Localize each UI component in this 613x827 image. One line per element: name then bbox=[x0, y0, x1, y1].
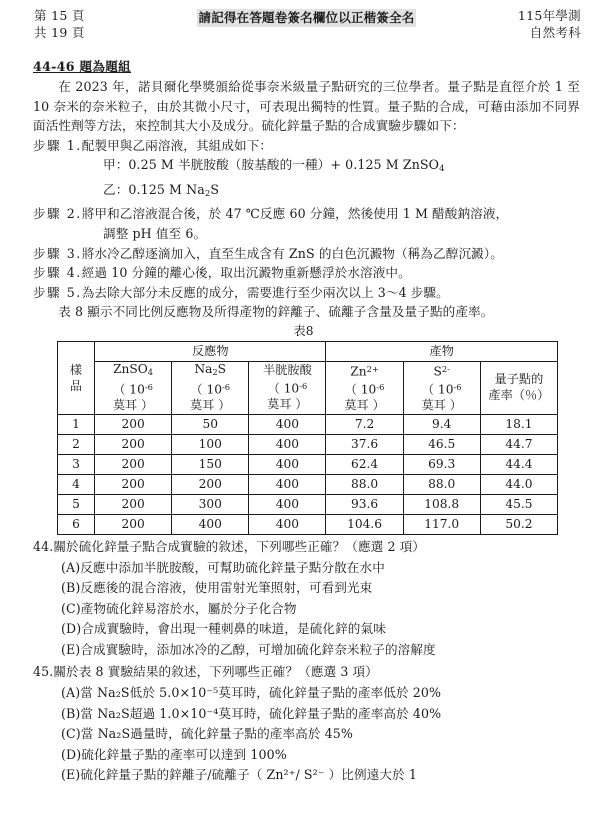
table-row bbox=[58, 494, 558, 514]
table-intro-text: 表 8 顯示不同比例反應物及所得產物的鋅離子、硫離子含量及量子點的產率。 bbox=[58, 304, 494, 320]
step-4-text: 經過 10 分鐘的離心後，取出沉澱物重新懸浮於水溶液中。 bbox=[81, 265, 411, 281]
cell-sample: 2 bbox=[58, 434, 95, 454]
cysteine-name: 半胱胺酸 bbox=[263, 363, 312, 378]
option-a-text: 反應中添加半胱胺酸，可幫助硫化鋅量子點分散在水中 bbox=[80, 559, 385, 575]
cell-cysteine: 400 bbox=[249, 514, 326, 534]
option-b-text: 當 Na₂S超過 1.0×10⁻⁴莫耳時，硫化鋅量子點的產率高於 40% bbox=[80, 705, 442, 721]
cell-zn: 7.2 bbox=[326, 414, 403, 434]
option-c-text: 當 Na₂S過量時，硫化鋅量子點的產率高於 45% bbox=[80, 726, 353, 742]
question-45-stem bbox=[33, 662, 580, 683]
cell-yield: 44.7 bbox=[480, 434, 557, 454]
question-44-option-e[interactable] bbox=[33, 640, 580, 661]
cell-sample: 1 bbox=[58, 414, 95, 434]
cell-na2s: 150 bbox=[172, 454, 249, 474]
step-3-label: 步驟 3. bbox=[33, 245, 82, 261]
passage-intro-paragraph: 在 2023 年，諾貝爾化學獎頒給從事奈米級量子點研究的三位學者。量子點是直徑介於 1 至 10 奈米的奈米粒子，由於其微小尺寸，可表現出獨特的性質。量子點的合成，可藉由添加不同界面活性劑等方法，來控制其大小及成分。硫化鋅量子點的合成實驗步驟如下： bbox=[33, 79, 580, 134]
yield-name: 量子點的 bbox=[494, 372, 544, 387]
cell-znso4: 200 bbox=[95, 514, 172, 534]
data-table-wrapper bbox=[57, 341, 558, 535]
cell-s: 88.0 bbox=[403, 474, 480, 494]
solution-a-label: 甲： bbox=[103, 157, 129, 173]
table-row bbox=[58, 414, 558, 434]
cell-s: 69.3 bbox=[403, 454, 480, 474]
question-44-option-a[interactable] bbox=[33, 558, 580, 579]
question-45-number: 45. bbox=[33, 664, 54, 680]
cell-cysteine: 400 bbox=[249, 434, 326, 454]
znso4-unit: （ $10^{-6}$莫耳 ） bbox=[112, 382, 154, 413]
option-b-key: (B) bbox=[61, 580, 81, 596]
cell-na2s: 100 bbox=[172, 434, 249, 454]
question-45-option-b[interactable] bbox=[33, 704, 580, 725]
question-45 bbox=[0, 662, 613, 786]
option-c-key: (C) bbox=[61, 726, 81, 742]
step-2-line bbox=[33, 204, 580, 224]
cell-s: 46.5 bbox=[403, 434, 480, 454]
option-e-key: (E) bbox=[61, 767, 81, 783]
table-caption: 表8 bbox=[293, 323, 314, 338]
exam-info-block bbox=[518, 7, 581, 41]
option-b-text: 反應後的混合溶液，使用雷射光筆照射，可看到光束 bbox=[80, 580, 373, 596]
cell-yield: 44.0 bbox=[480, 474, 557, 494]
question-45-option-e[interactable] bbox=[33, 765, 580, 786]
step-4-label: 步驟 4. bbox=[33, 265, 82, 281]
column-header-s-ion bbox=[403, 361, 480, 414]
step-1-line bbox=[33, 136, 580, 156]
solution-b-label: 乙： bbox=[103, 181, 129, 197]
zn-ion-name: $Zn^{2+}$ bbox=[350, 363, 379, 379]
option-e-key: (E) bbox=[61, 641, 81, 657]
step-2-text: 將甲和乙溶液混合後，於 47 ℃反應 60 分鐘，然後使用 1 M 醋酸鈉溶液， bbox=[81, 206, 509, 222]
question-group-title: 44-46 題為題組 bbox=[33, 59, 132, 74]
total-pages-label: 共 19 頁 bbox=[34, 25, 85, 40]
step-5-text: 為去除大部分未反應的成分，需要進行至少兩次以上 3～4 步驟。 bbox=[81, 284, 449, 300]
question-44-stem bbox=[33, 537, 580, 558]
group-title-wrap bbox=[0, 57, 613, 76]
question-44-option-c[interactable] bbox=[33, 599, 580, 620]
table-row bbox=[58, 514, 558, 534]
column-header-na2s bbox=[172, 361, 249, 414]
solution-b-subscript: 2 bbox=[204, 188, 211, 199]
exam-year-label: 115年學測 bbox=[517, 8, 581, 23]
option-d-key: (D) bbox=[61, 746, 82, 762]
sample-header-char-2: 品 bbox=[69, 378, 83, 393]
column-header-zn-ion bbox=[326, 361, 403, 414]
page-header bbox=[0, 0, 613, 50]
sample-header-char-1: 樣 bbox=[69, 362, 83, 377]
document-body bbox=[0, 57, 613, 786]
step-5-label: 步驟 5. bbox=[33, 284, 82, 300]
cell-znso4: 200 bbox=[95, 474, 172, 494]
option-b-key: (B) bbox=[61, 705, 81, 721]
step-1-text: 配製甲與乙兩溶液，其組成如下： bbox=[81, 137, 273, 153]
cell-yield: 50.2 bbox=[480, 514, 557, 534]
option-d-text: 合成實驗時，會出現一種刺鼻的味道，是硫化鋅的氣味 bbox=[81, 621, 386, 637]
column-header-cysteine bbox=[249, 361, 326, 414]
table-row bbox=[58, 434, 558, 454]
cell-znso4: 200 bbox=[95, 454, 172, 474]
solution-b-text-post: S bbox=[210, 181, 220, 197]
s-ion-unit: （ $10^{-6}$莫耳 ） bbox=[421, 382, 462, 413]
question-44-option-b[interactable] bbox=[33, 578, 580, 599]
question-44-text: 關於硫化鋅量子點合成實驗的敘述，下列哪些正確？（應選 2 項） bbox=[53, 538, 426, 554]
column-header-yield bbox=[480, 361, 557, 414]
cell-s: 108.8 bbox=[403, 494, 480, 514]
cell-sample: 5 bbox=[58, 494, 95, 514]
cell-znso4: 200 bbox=[95, 434, 172, 454]
cell-na2s: 50 bbox=[172, 414, 249, 434]
table-header-row-columns bbox=[58, 361, 558, 414]
column-header-znso4 bbox=[95, 361, 172, 414]
cell-s: 9.4 bbox=[403, 414, 480, 434]
question-45-option-d[interactable] bbox=[33, 745, 580, 766]
step-4-line bbox=[33, 263, 580, 283]
solution-a-subscript: 4 bbox=[439, 164, 445, 175]
cell-yield: 44.4 bbox=[480, 454, 557, 474]
question-44-number: 44. bbox=[33, 538, 54, 554]
step-1-label: 步驟 1. bbox=[33, 137, 82, 153]
option-a-key: (A) bbox=[61, 685, 81, 701]
option-d-key: (D) bbox=[61, 621, 82, 637]
exam-subject-label: 自然考科 bbox=[529, 25, 581, 40]
reactant-group-header: 反應物 bbox=[95, 341, 326, 361]
cell-s: 117.0 bbox=[403, 514, 480, 534]
product-group-header: 產物 bbox=[326, 341, 558, 361]
question-45-text: 關於表 8 實驗結果的敘述，下列哪些正確？（應選 3 項） bbox=[53, 664, 378, 680]
experiment-results-table bbox=[57, 341, 558, 535]
cell-cysteine: 400 bbox=[249, 454, 326, 474]
cell-sample: 3 bbox=[58, 454, 95, 474]
option-e-text: 合成實驗時，添加冰冷的乙醇，可增加硫化鋅奈米粒子的溶解度 bbox=[80, 641, 436, 657]
step-1-solution-b bbox=[33, 180, 580, 204]
step-2-line-cont: 調整 pH 值至 6。 bbox=[103, 225, 207, 241]
cell-na2s: 400 bbox=[172, 514, 249, 534]
step-1-solution-a bbox=[33, 155, 580, 179]
table-row bbox=[58, 454, 558, 474]
solution-b-text-pre: 0.125 M Na bbox=[128, 181, 205, 197]
zn-ion-unit: （ $10^{-6}$莫耳 ） bbox=[344, 382, 385, 413]
option-e-text: 硫化鋅量子點的鋅離子/硫離子（ Zn²⁺/ S²⁻ ）比例遠大於 1 bbox=[80, 767, 417, 783]
na2s-name: $Na_2S$ bbox=[194, 361, 227, 377]
table-header-row-groups bbox=[58, 341, 558, 361]
question-44 bbox=[0, 537, 613, 661]
option-c-key: (C) bbox=[61, 600, 81, 616]
sample-column-header bbox=[58, 341, 95, 414]
cell-cysteine: 400 bbox=[249, 494, 326, 514]
cell-znso4: 200 bbox=[95, 494, 172, 514]
cell-cysteine: 400 bbox=[249, 414, 326, 434]
table-row bbox=[58, 474, 558, 494]
option-c-text: 產物硫化鋅易溶於水，屬於分子化合物 bbox=[80, 600, 297, 616]
question-45-option-a[interactable] bbox=[33, 683, 580, 704]
step-5-line bbox=[33, 283, 580, 303]
na2s-unit: （ $10^{-6}$莫耳 ） bbox=[190, 382, 231, 413]
cell-zn: 88.0 bbox=[326, 474, 403, 494]
cell-znso4: 200 bbox=[95, 414, 172, 434]
option-a-text: 當 Na₂S低於 5.0×10⁻⁵莫耳時，硫化鋅量子點的產率低於 20% bbox=[80, 685, 442, 701]
cell-yield: 45.5 bbox=[480, 494, 557, 514]
cell-cysteine: 400 bbox=[249, 474, 326, 494]
s-ion-name: $S^{2-}$ bbox=[433, 363, 450, 379]
cell-sample: 6 bbox=[58, 514, 95, 534]
option-a-key: (A) bbox=[61, 559, 81, 575]
cell-zn: 37.6 bbox=[326, 434, 403, 454]
solution-a-text: 0.25 M 半胱胺酸（胺基酸的一種）+ 0.125 M ZnSO bbox=[128, 157, 440, 173]
cysteine-unit: （ $10^{-6}$莫耳 ） bbox=[267, 380, 308, 411]
question-45-option-c[interactable] bbox=[33, 724, 580, 745]
question-44-option-d[interactable] bbox=[33, 619, 580, 640]
current-page-label: 第 15 頁 bbox=[34, 8, 85, 23]
cell-na2s: 200 bbox=[172, 474, 249, 494]
cell-sample: 4 bbox=[58, 474, 95, 494]
step-3-line bbox=[33, 244, 580, 264]
cell-zn: 62.4 bbox=[326, 454, 403, 474]
yield-unit: 產率（％） bbox=[488, 387, 550, 402]
option-d-text: 硫化鋅量子點的產率可以達到 100% bbox=[81, 746, 287, 762]
znso4-name: ZnSO$_4$ bbox=[113, 361, 154, 377]
cell-zn: 104.6 bbox=[326, 514, 403, 534]
cell-yield: 18.1 bbox=[480, 414, 557, 434]
cell-zn: 93.6 bbox=[326, 494, 403, 514]
step-3-text: 將水冷乙醇逐滴加入，直至生成含有 ZnS 的白色沉澱物（稱為乙醇沉澱）。 bbox=[81, 245, 503, 261]
step-2-label: 步驟 2. bbox=[33, 206, 82, 222]
cell-na2s: 300 bbox=[172, 494, 249, 514]
signature-notice: 請記得在答題卷簽名欄位以正楷簽全名 bbox=[198, 10, 415, 25]
